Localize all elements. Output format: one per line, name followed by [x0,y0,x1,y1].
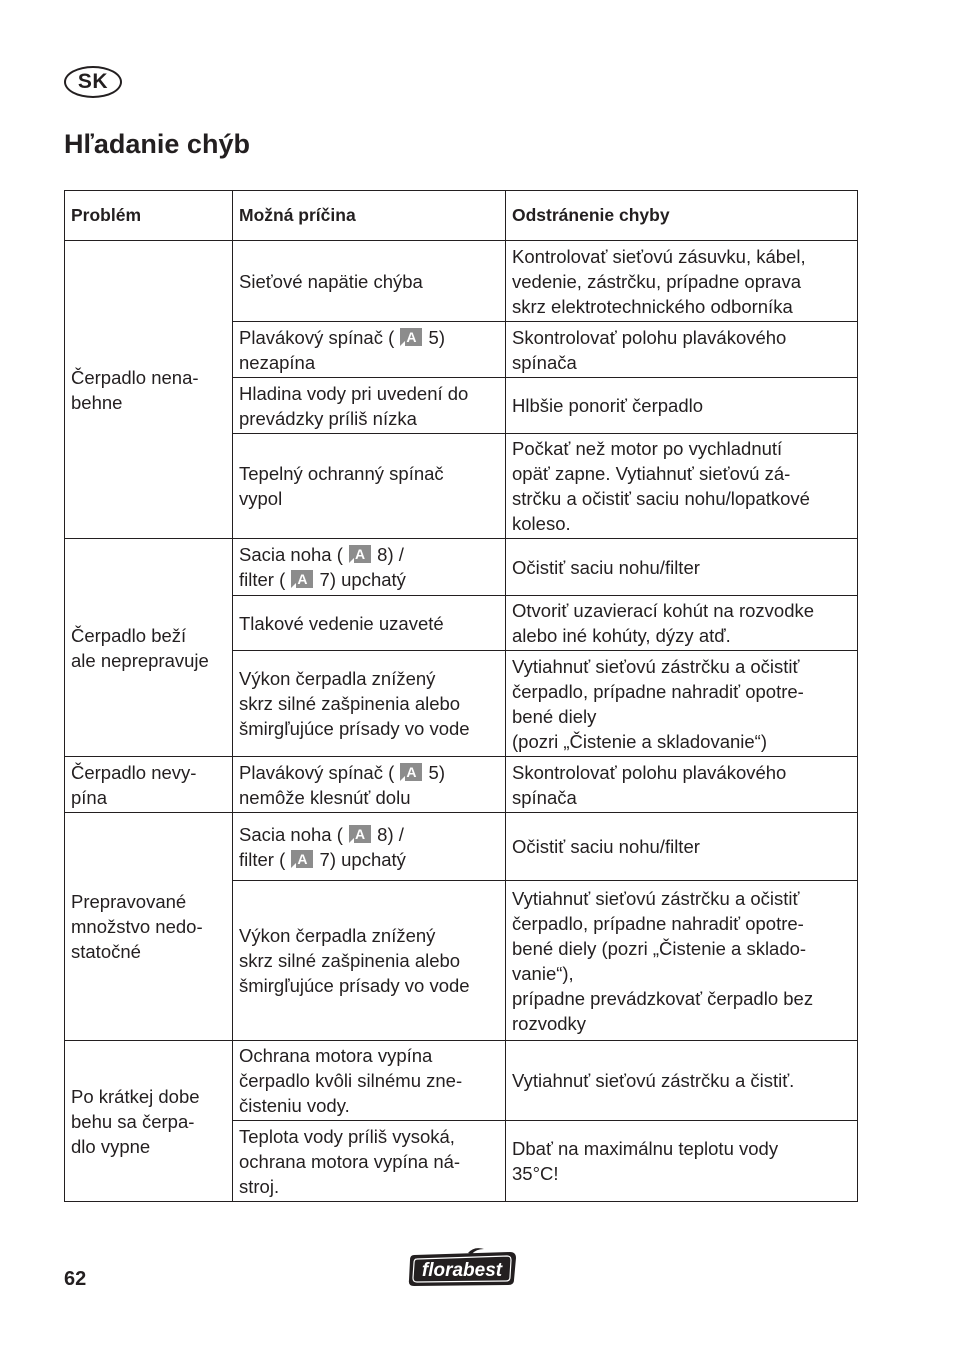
cause-cell [233,539,506,596]
remedy-cell: Vytiahnuť sieťovú zástrčku a čistiť. [506,1041,858,1121]
cause-cell [233,813,506,881]
cause-ref: 7) upchatý [319,569,406,590]
page-title: Hľadanie chýb [64,129,250,159]
cause-cell: Výkon čerpadla znížený skrz silné zašpinenia alebo šmirgľujúce prísady vo vode [233,881,506,1041]
language-code: SK [77,70,109,93]
problem-cell: Prepravované množstvo nedo- statočné [65,813,233,1041]
cause-cell: Výkon čerpadla znížený skrz silné zašpinenia alebo šmirgľujúce prísady vo vode [233,651,506,757]
problem-cell: Čerpadlo beží ale neprepravuje [65,539,233,757]
figure-a-icon: A [349,545,371,563]
cause-cell: Tepelný ochranný spínač vypol [233,434,506,539]
cause-ref: 7) upchatý [319,848,406,870]
remedy-cell: Hlbšie ponoriť čerpadlo [506,378,858,434]
cause-cell [233,757,506,813]
cause-ref: 5) [428,326,445,348]
remedy-cell: Počkať než motor po vychladnutí opäť zapne. Vytiahnuť sieťovú zá- strčku a očistiť saciu nohu/lopatkové koleso. [506,434,858,539]
cause-text: Plavákový spínač ( [239,326,395,348]
figure-a-icon: A [349,825,371,843]
cause-ref: 5) [428,761,445,783]
figure-a-icon: A [400,328,422,346]
florabest-logo [406,1246,518,1288]
remedy-cell: Vytiahnuť sieťovú zástrčku a očistiť čerpadlo, prípadne nahradiť opotre- bené diely (pozri „Čistenie a sklado- vanie“), prípadne prevádzkovať čerpadlo bez rozvodky [506,881,858,1041]
page-number: 62 [64,1268,87,1290]
figure-a-icon: A [400,763,422,781]
table-row [65,241,858,322]
table-row [65,757,858,813]
column-header-remedy: Odstránenie chyby [506,191,858,241]
cause-text: filter ( [239,569,286,590]
table-row [65,1041,858,1121]
cause-text: nezapína [239,351,316,373]
table-header-row [65,191,858,241]
problem-cell: Čerpadlo nevy- pína [65,757,233,813]
figure-a-icon: A [291,570,313,588]
remedy-cell: Vytiahnuť sieťovú zástrčku a očistiť čerpadlo, prípadne nahradiť opotre- bené diely (pozri „Čistenie a skladovanie“) [506,651,858,757]
logo-text: florabest [421,1260,503,1281]
remedy-cell: Očistiť saciu nohu/filter [506,539,858,596]
table-row [65,813,858,881]
cause-text: Sacia noha ( [239,544,343,565]
cause-cell [233,322,506,378]
cause-text: Plavákový spínač ( [239,761,395,783]
cause-text: Sacia noha ( [239,823,343,845]
cause-cell: Hladina vody pri uvedení do prevádzky príliš nízka [233,378,506,434]
problem-cell: Čerpadlo nena- behne [65,241,233,539]
cause-ref: 8) / [377,823,404,845]
column-header-cause: Možná príčina [233,191,506,241]
table-row [65,539,858,596]
cause-cell: Teplota vody príliš vysoká, ochrana motora vypína ná- stroj. [233,1121,506,1202]
cause-cell: Sieťové napätie chýba [233,241,506,322]
remedy-cell: Dbať na maximálnu teplotu vody 35°C! [506,1121,858,1202]
language-badge [64,66,122,98]
troubleshooting-table [64,190,858,1202]
cause-text: nemôže klesnúť dolu [239,786,411,808]
cause-text: filter ( [239,848,286,870]
problem-cell: Po krátkej dobe behu sa čerpa- dlo vypne [65,1041,233,1202]
remedy-cell: Skontrolovať polohu plavákového spínača [506,757,858,813]
remedy-cell: Otvoriť uzavierací kohút na rozvodke alebo iné kohúty, dýzy atď. [506,596,858,651]
remedy-cell: Skontrolovať polohu plavákového spínača [506,322,858,378]
column-header-problem: Problém [65,191,233,241]
cause-cell: Ochrana motora vypína čerpadlo kvôli silnému zne- čisteniu vody. [233,1041,506,1121]
remedy-cell: Očistiť saciu nohu/filter [506,813,858,881]
cause-cell: Tlakové vedenie uzaveté [233,596,506,651]
cause-ref: 8) / [377,544,404,565]
remedy-cell: Kontrolovať sieťovú zásuvku, kábel, vedenie, zástrčku, prípadne oprava skrz elektrotechnického odborníka [506,241,858,322]
figure-a-icon: A [291,850,313,868]
